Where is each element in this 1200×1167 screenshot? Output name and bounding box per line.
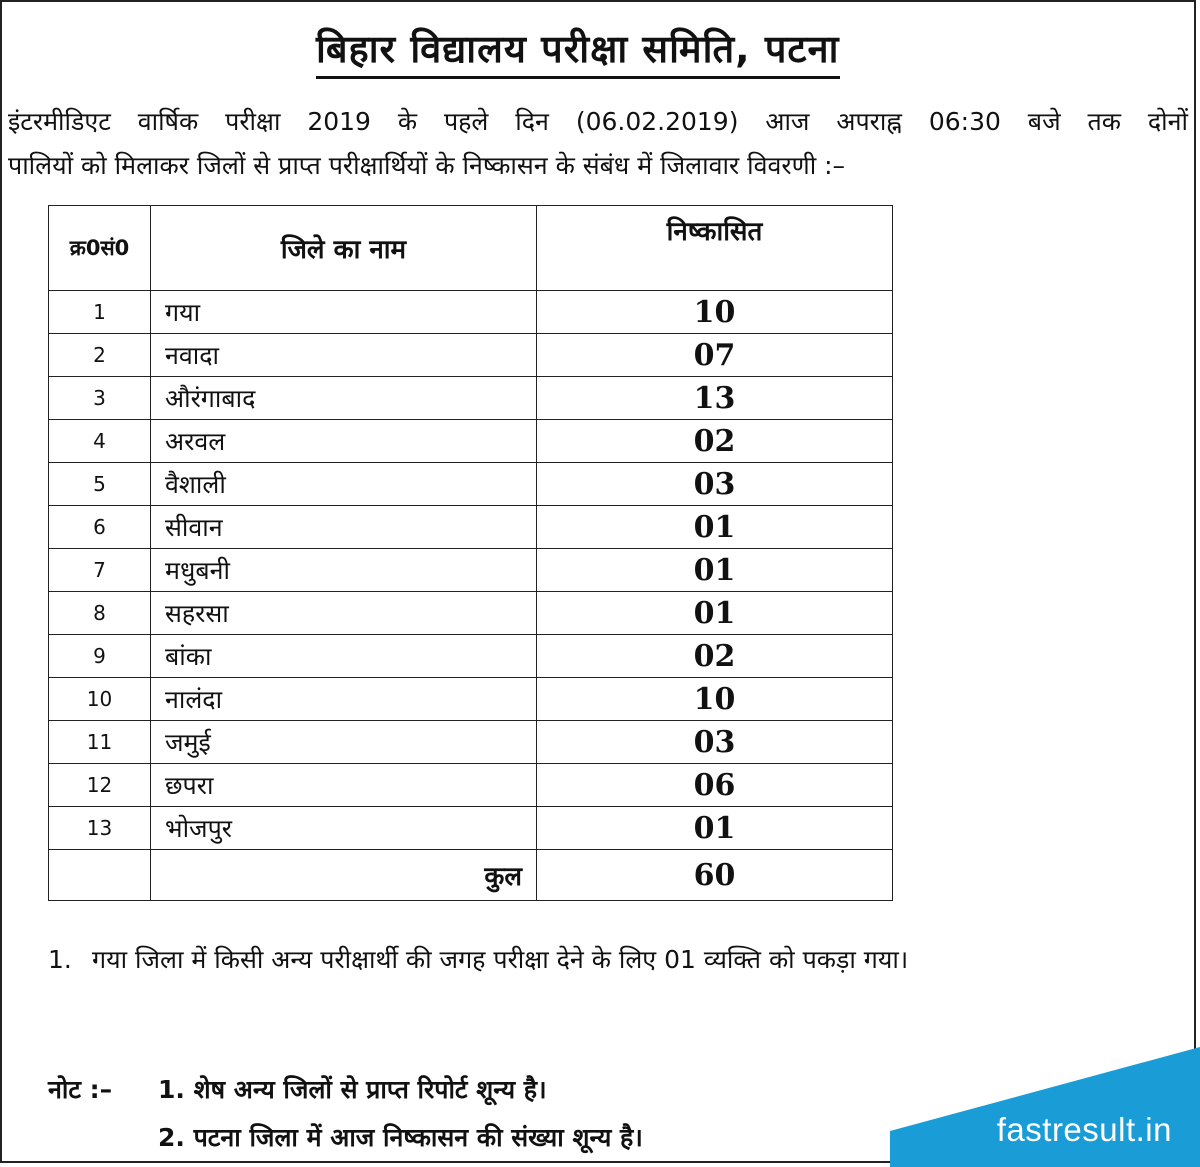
row-serial: 5 [49,463,151,506]
row-serial: 9 [49,635,151,678]
table-row [49,463,893,506]
row-district: भोजपुर [151,807,537,850]
intro-line-2: पालियों को मिलाकर जिलों से प्राप्त परीक्षार्थियों के निष्कासन के संबंध में जिलावार विवरणी :– [8,151,846,180]
row-district: बांका [151,635,537,678]
row-serial: 12 [49,764,151,807]
row-count: 03 [537,463,893,506]
table-row [49,764,893,807]
note-item-2: 2. पटना जिला में आज निष्कासन की संख्या शून्य है। [158,1123,643,1152]
intro-paragraph [8,100,1188,188]
header-serial: क्र0सं0 [49,206,151,291]
table-row [49,592,893,635]
table-row [49,377,893,420]
row-district: नालंदा [151,678,537,721]
table-row [49,678,893,721]
table-row [49,506,893,549]
point-number: 1. [48,945,72,974]
row-count: 10 [537,678,893,721]
note-indent [48,1114,158,1162]
row-serial: 1 [49,291,151,334]
row-count: 02 [537,420,893,463]
row-district: सीवान [151,506,537,549]
row-district: मधुबनी [151,549,537,592]
row-count: 02 [537,635,893,678]
table-row [49,807,893,850]
row-count: 01 [537,807,893,850]
row-district: औरंगाबाद [151,377,537,420]
intro-line-1: इंटरमीडिएट वार्षिक परीक्षा 2019 के पहले दिन (06.02.2019) आज अपराह्न 06:30 बजे तक दोनों [8,107,1188,136]
row-count: 10 [537,291,893,334]
row-serial: 13 [49,807,151,850]
total-empty-cell [49,850,151,901]
table-row [49,291,893,334]
table-header-row [49,206,893,291]
table-row [49,334,893,377]
row-district: वैशाली [151,463,537,506]
row-serial: 4 [49,420,151,463]
watermark-text: fastresult.in [996,1111,1172,1148]
document-title: बिहार विद्यालय परीक्षा समिति, पटना [316,22,840,79]
table-row [49,721,893,764]
note-row-1 [48,1066,643,1114]
point-item [48,938,1188,982]
district-expulsion-table [48,205,893,901]
note-item-1: 1. शेष अन्य जिलों से प्राप्त रिपोर्ट शून्य है। [158,1075,547,1104]
row-serial: 7 [49,549,151,592]
note-label: नोट :– [48,1075,113,1104]
row-serial: 6 [49,506,151,549]
row-district: नवादा [151,334,537,377]
row-count: 01 [537,592,893,635]
row-district: अरवल [151,420,537,463]
note-row-2 [48,1114,643,1162]
row-district: सहरसा [151,592,537,635]
row-count: 03 [537,721,893,764]
row-count: 06 [537,764,893,807]
row-serial: 3 [49,377,151,420]
row-count: 13 [537,377,893,420]
table-body [49,291,893,850]
row-serial: 10 [49,678,151,721]
table-row [49,420,893,463]
point-text: गया जिला में किसी अन्य परीक्षार्थी की जगह परीक्षा देने के लिए 01 व्यक्ति को पकड़ा गया। [92,945,909,974]
total-value: 60 [537,850,893,901]
points-list [48,938,1188,982]
table-row [49,635,893,678]
row-count: 07 [537,334,893,377]
row-count: 01 [537,506,893,549]
row-count: 01 [537,549,893,592]
row-serial: 2 [49,334,151,377]
table-total-row [49,850,893,901]
note-section [48,1066,643,1162]
table-row [49,549,893,592]
row-serial: 11 [49,721,151,764]
row-district: जमुई [151,721,537,764]
row-serial: 8 [49,592,151,635]
row-district: गया [151,291,537,334]
header-district: जिले का नाम [151,206,537,291]
row-district: छपरा [151,764,537,807]
header-expelled: निष्कासित [537,206,893,291]
total-label: कुल [151,850,537,901]
